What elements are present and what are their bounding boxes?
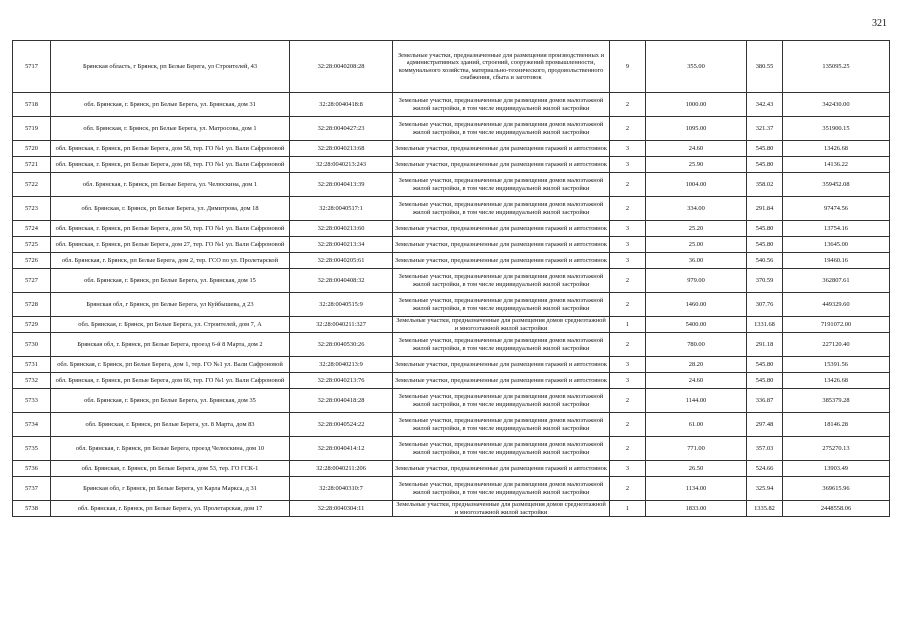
cell-cadastral-value: 13903.49 — [783, 461, 890, 477]
cell-cadastral-number: 32:28:0040413:39 — [290, 173, 393, 197]
cell-rate: 545.80 — [747, 237, 783, 253]
table-row — [13, 269, 890, 293]
cell-land-use: Земельные участки, предназначенные для размещения домов малоэтажной жилой застройки, в том числе индивидуальной жилой застройки — [393, 437, 610, 461]
cell-cadastral-number: 32:28:0040418:8 — [290, 93, 393, 117]
cell-rate: 545.80 — [747, 221, 783, 237]
cell-area: 1134.00 — [646, 477, 747, 501]
cell-area: 1833.00 — [646, 501, 747, 517]
cell-category: 2 — [610, 293, 646, 317]
table-row — [13, 41, 890, 93]
cell-area: 355.00 — [646, 41, 747, 93]
cell-land-use: Земельные участки, предназначенные для размещения домов малоэтажной жилой застройки, в том числе индивидуальной жилой застройки — [393, 173, 610, 197]
cell-rate: 540.56 — [747, 253, 783, 269]
cell-cadastral-value: 359452.08 — [783, 173, 890, 197]
cell-rate: 380.55 — [747, 41, 783, 93]
cell-address: обл. Брянская, г. Брянск, рп Белые Берега, дом 1, тер. ГО №1 ул. Вали Сафроновой — [51, 357, 290, 373]
cell-cadastral-number: 32:28:0040211:327 — [290, 317, 393, 333]
cell-number: 5728 — [13, 293, 51, 317]
cell-cadastral-value: 97474.56 — [783, 197, 890, 221]
table-row — [13, 413, 890, 437]
cell-cadastral-value: 15391.56 — [783, 357, 890, 373]
table-row — [13, 173, 890, 197]
table-body — [13, 41, 890, 517]
cell-category: 3 — [610, 237, 646, 253]
cell-address: обл. Брянская, г. Брянск, рп Белые Берега, дом 66, тер. ГО №1 ул. Вали Сафроновой — [51, 373, 290, 389]
cell-area: 5400.00 — [646, 317, 747, 333]
cell-address: обл. Брянская, г. Брянск, рп Белые Берега, проезд Челюскина, дом 10 — [51, 437, 290, 461]
cell-cadastral-number: 32:28:0040213:76 — [290, 373, 393, 389]
cell-cadastral-number: 32:28:0040418:28 — [290, 389, 393, 413]
cell-rate: 1331.68 — [747, 317, 783, 333]
cell-land-use: Земельные участки, предназначенные для размещения домов малоэтажной жилой застройки, в том числе индивидуальной жилой застройки — [393, 333, 610, 357]
table-row — [13, 93, 890, 117]
table-row — [13, 437, 890, 461]
cell-cadastral-number: 32:28:0040304:11 — [290, 501, 393, 517]
cell-address: обл. Брянская, г. Брянск, рп Белые Берега, дом 58, тер. ГО №1 ул. Вали Сафроновой — [51, 141, 290, 157]
cell-rate: 524.66 — [747, 461, 783, 477]
cell-number: 5720 — [13, 141, 51, 157]
cell-category: 2 — [610, 389, 646, 413]
table-row — [13, 253, 890, 269]
cell-cadastral-value: 342430.00 — [783, 93, 890, 117]
cell-category: 2 — [610, 437, 646, 461]
cell-rate: 545.80 — [747, 157, 783, 173]
cell-address: обл. Брянская, г. Брянск, рп Белые Берега, дом 53, тер. ГО ГСК-1 — [51, 461, 290, 477]
cell-number: 5725 — [13, 237, 51, 253]
cell-area: 25.00 — [646, 237, 747, 253]
cell-rate: 325.94 — [747, 477, 783, 501]
cell-area: 61.00 — [646, 413, 747, 437]
table-row — [13, 317, 890, 333]
cell-land-use: Земельные участки, предназначенные для размещения гаражей и автостоянок — [393, 461, 610, 477]
cell-cadastral-value: 135095.25 — [783, 41, 890, 93]
cell-address: обл. Брянская, г. Брянск, рп Белые Берега, ул. Строителей, дом 7, А — [51, 317, 290, 333]
cell-cadastral-number: 32:28:0040414:12 — [290, 437, 393, 461]
cell-number: 5717 — [13, 41, 51, 93]
table-row — [13, 501, 890, 517]
cell-cadastral-number: 32:28:0040524:22 — [290, 413, 393, 437]
cell-address: обл. Брянская, г. Брянск, рп Белые Берега, ул. Брянская, дом 31 — [51, 93, 290, 117]
cell-number: 5727 — [13, 269, 51, 293]
cell-cadastral-number: 32:28:0040211:206 — [290, 461, 393, 477]
cell-address: обл. Брянская, г. Брянск, рп Белые Берега, ул. Брянская, дом 15 — [51, 269, 290, 293]
cell-cadastral-value: 362807.61 — [783, 269, 890, 293]
cell-category: 9 — [610, 41, 646, 93]
cell-area: 24.60 — [646, 373, 747, 389]
cell-cadastral-number: 32:28:0040515:9 — [290, 293, 393, 317]
cell-number: 5738 — [13, 501, 51, 517]
cell-cadastral-number: 32:28:0040213:34 — [290, 237, 393, 253]
cell-number: 5719 — [13, 117, 51, 141]
cell-area: 771.00 — [646, 437, 747, 461]
cell-cadastral-value: 275270.13 — [783, 437, 890, 461]
cell-number: 5735 — [13, 437, 51, 461]
cell-category: 2 — [610, 117, 646, 141]
cell-land-use: Земельные участки, предназначенные для размещения гаражей и автостоянок — [393, 357, 610, 373]
cell-number: 5730 — [13, 333, 51, 357]
table-row — [13, 477, 890, 501]
cell-address: Брянская обл, г. Брянск, рп Белые Берега, проезд 6-й 8 Марта, дом 2 — [51, 333, 290, 357]
cell-cadastral-value: 369615.96 — [783, 477, 890, 501]
cell-category: 3 — [610, 221, 646, 237]
cell-cadastral-value: 19460.16 — [783, 253, 890, 269]
cell-land-use: Земельные участки, предназначенные для размещения гаражей и автостоянок — [393, 373, 610, 389]
cell-land-use: Земельные участки, предназначенные для размещения домов малоэтажной жилой застройки, в том числе индивидуальной жилой застройки — [393, 389, 610, 413]
cell-rate: 545.80 — [747, 141, 783, 157]
cell-number: 5726 — [13, 253, 51, 269]
cell-cadastral-number: 32:28:0040408:32 — [290, 269, 393, 293]
cell-area: 25.20 — [646, 221, 747, 237]
cell-cadastral-value: 13426.68 — [783, 141, 890, 157]
cell-land-use: Земельные участки, предназначенные для размещения гаражей и автостоянок — [393, 221, 610, 237]
cell-area: 979.00 — [646, 269, 747, 293]
cell-cadastral-number: 32:28:0040205:61 — [290, 253, 393, 269]
cell-address: обл. Брянская, г. Брянск, рп Белые Берега, ул. Челюскина, дом 1 — [51, 173, 290, 197]
table-row — [13, 293, 890, 317]
cell-number: 5721 — [13, 157, 51, 173]
cell-cadastral-number: 32:28:0040213:68 — [290, 141, 393, 157]
cell-address: обл. Брянская, г. Брянск, рп Белые Берега, ул. 8 Марта, дом 83 — [51, 413, 290, 437]
table-row — [13, 461, 890, 477]
cell-rate: 342.43 — [747, 93, 783, 117]
cell-area: 1095.00 — [646, 117, 747, 141]
cell-cadastral-number: 32:28:0040213:9 — [290, 357, 393, 373]
cell-area: 334.00 — [646, 197, 747, 221]
cell-rate: 357.03 — [747, 437, 783, 461]
cell-area: 1004.00 — [646, 173, 747, 197]
cell-area: 24.60 — [646, 141, 747, 157]
table-row — [13, 373, 890, 389]
cell-category: 2 — [610, 269, 646, 293]
cell-rate: 336.87 — [747, 389, 783, 413]
cell-rate: 545.80 — [747, 373, 783, 389]
cell-category: 2 — [610, 477, 646, 501]
cell-category: 1 — [610, 501, 646, 517]
cell-rate: 291.84 — [747, 197, 783, 221]
table-row — [13, 117, 890, 141]
cell-category: 3 — [610, 253, 646, 269]
cell-category: 2 — [610, 197, 646, 221]
table-row — [13, 357, 890, 373]
cell-category: 1 — [610, 317, 646, 333]
table-row — [13, 389, 890, 413]
cell-number: 5731 — [13, 357, 51, 373]
cell-cadastral-value: 13754.16 — [783, 221, 890, 237]
cell-rate: 297.48 — [747, 413, 783, 437]
cell-rate: 358.02 — [747, 173, 783, 197]
cell-area: 1000.00 — [646, 93, 747, 117]
cell-address: обл. Брянская, г. Брянск, рп Белые Берега, ул. Брянская, дом 35 — [51, 389, 290, 413]
cell-cadastral-value: 227120.40 — [783, 333, 890, 357]
cell-address: обл. Брянская, г. Брянск, рп Белые Берега, дом 2, тер. ГСО по ул. Пролетарской — [51, 253, 290, 269]
cell-cadastral-number: 32:28:0040427:23 — [290, 117, 393, 141]
cell-address: обл. Брянская, г. Брянск, рп Белые Берега, дом 50, тер. ГО №1 ул. Вали Сафроновой — [51, 221, 290, 237]
cell-number: 5737 — [13, 477, 51, 501]
cell-address: Брянская обл, г Брянск, рп Белые Берега, ул Карла Маркса, д 31 — [51, 477, 290, 501]
cell-category: 3 — [610, 373, 646, 389]
table-row — [13, 221, 890, 237]
cell-cadastral-number: 32:28:0040310:7 — [290, 477, 393, 501]
cell-category: 2 — [610, 413, 646, 437]
cell-cadastral-number: 32:28:0040517:1 — [290, 197, 393, 221]
cell-cadastral-value: 18146.28 — [783, 413, 890, 437]
cell-number: 5723 — [13, 197, 51, 221]
cell-area: 1460.00 — [646, 293, 747, 317]
cell-cadastral-value: 7191072.00 — [783, 317, 890, 333]
cell-area: 1144.00 — [646, 389, 747, 413]
land-registry-table — [12, 40, 890, 517]
cell-address: Брянская область, г Брянск, рп Белые Берега, ул Строителей, 43 — [51, 41, 290, 93]
table-row — [13, 237, 890, 253]
cell-land-use: Земельные участки, предназначенные для размещения домов малоэтажной жилой застройки, в том числе индивидуальной жилой застройки — [393, 269, 610, 293]
cell-category: 3 — [610, 357, 646, 373]
cell-land-use: Земельные участки, предназначенные для размещения гаражей и автостоянок — [393, 157, 610, 173]
cell-number: 5722 — [13, 173, 51, 197]
cell-land-use: Земельные участки, предназначенные для размещения производственных и административных зданий, строений, сооружений промышленности, коммунального хозяйства, материально-технического, продовольственного снабжения, сбыта и заготовок — [393, 41, 610, 93]
cell-category: 3 — [610, 157, 646, 173]
cell-cadastral-value: 14136.22 — [783, 157, 890, 173]
cell-cadastral-number: 32:28:0040213:243 — [290, 157, 393, 173]
cell-number: 5733 — [13, 389, 51, 413]
cell-rate: 291.18 — [747, 333, 783, 357]
cell-area: 36.00 — [646, 253, 747, 269]
cell-area: 25.90 — [646, 157, 747, 173]
cell-area: 26.50 — [646, 461, 747, 477]
table-row — [13, 197, 890, 221]
cell-cadastral-number: 32:28:0040208:28 — [290, 41, 393, 93]
cell-rate: 321.37 — [747, 117, 783, 141]
cell-cadastral-value: 13426.68 — [783, 373, 890, 389]
cell-rate: 307.76 — [747, 293, 783, 317]
cell-area: 780.00 — [646, 333, 747, 357]
cell-category: 2 — [610, 333, 646, 357]
cell-cadastral-value: 13645.00 — [783, 237, 890, 253]
table-row — [13, 157, 890, 173]
cell-area: 28.20 — [646, 357, 747, 373]
cell-land-use: Земельные участки, предназначенные для размещения домов малоэтажной жилой застройки, в том числе индивидуальной жилой застройки — [393, 93, 610, 117]
cell-number: 5732 — [13, 373, 51, 389]
cell-number: 5724 — [13, 221, 51, 237]
cell-address: обл. Брянская, г. Брянск, рп Белые Берега, ул. Пролетарская, дом 17 — [51, 501, 290, 517]
cell-address: обл. Брянская, г. Брянск, рп Белые Берега, ул. Димитрова, дом 18 — [51, 197, 290, 221]
cell-number: 5734 — [13, 413, 51, 437]
table-row — [13, 333, 890, 357]
cell-rate: 370.59 — [747, 269, 783, 293]
cell-land-use: Земельные участки, предназначенные для размещения гаражей и автостоянок — [393, 141, 610, 157]
cell-rate: 1335.82 — [747, 501, 783, 517]
cell-land-use: Земельные участки, предназначенные для размещения гаражей и автостоянок — [393, 253, 610, 269]
cell-cadastral-value: 385379.28 — [783, 389, 890, 413]
cell-land-use: Земельные участки, предназначенные для размещения домов малоэтажной жилой застройки, в том числе индивидуальной жилой застройки — [393, 197, 610, 221]
cell-land-use: Земельные участки, предназначенные для размещения домов малоэтажной жилой застройки, в том числе индивидуальной жилой застройки — [393, 477, 610, 501]
cell-category: 2 — [610, 173, 646, 197]
cell-cadastral-number: 32:28:0040213:60 — [290, 221, 393, 237]
cell-category: 2 — [610, 93, 646, 117]
cell-category: 3 — [610, 141, 646, 157]
cell-cadastral-value: 351900.15 — [783, 117, 890, 141]
cell-address: обл. Брянская, г. Брянск, рп Белые Берега, дом 68, тер. ГО №1 ул. Вали Сафроновой — [51, 157, 290, 173]
cell-cadastral-number: 32:28:0040530:26 — [290, 333, 393, 357]
page-number: 321 — [872, 18, 887, 29]
cell-category: 3 — [610, 461, 646, 477]
cell-land-use: Земельные участки, предназначенные для размещения домов среднеэтажной и многоэтажной жилой застройки — [393, 317, 610, 333]
cell-land-use: Земельные участки, предназначенные для размещения домов среднеэтажной и многоэтажной жилой застройки — [393, 501, 610, 517]
cell-rate: 545.80 — [747, 357, 783, 373]
cell-land-use: Земельные участки, предназначенные для размещения домов малоэтажной жилой застройки, в том числе индивидуальной жилой застройки — [393, 117, 610, 141]
cell-number: 5729 — [13, 317, 51, 333]
cell-address: обл. Брянская, г. Брянск, рп Белые Берега, дом 27, тер. ГО №1 ул. Вали Сафроновой — [51, 237, 290, 253]
cell-address: обл. Брянская, г. Брянск, рп Белые Берега, ул. Матросова, дом 1 — [51, 117, 290, 141]
cell-land-use: Земельные участки, предназначенные для размещения домов малоэтажной жилой застройки, в том числе индивидуальной жилой застройки — [393, 413, 610, 437]
cell-land-use: Земельные участки, предназначенные для размещения гаражей и автостоянок — [393, 237, 610, 253]
cell-cadastral-value: 2448558.06 — [783, 501, 890, 517]
cell-cadastral-value: 449329.60 — [783, 293, 890, 317]
cell-address: Брянская обл, г Брянск, рп Белые Берега, ул Куйбышева, д 23 — [51, 293, 290, 317]
cell-number: 5736 — [13, 461, 51, 477]
cell-land-use: Земельные участки, предназначенные для размещения домов малоэтажной жилой застройки, в том числе индивидуальной жилой застройки — [393, 293, 610, 317]
cell-number: 5718 — [13, 93, 51, 117]
table-row — [13, 141, 890, 157]
